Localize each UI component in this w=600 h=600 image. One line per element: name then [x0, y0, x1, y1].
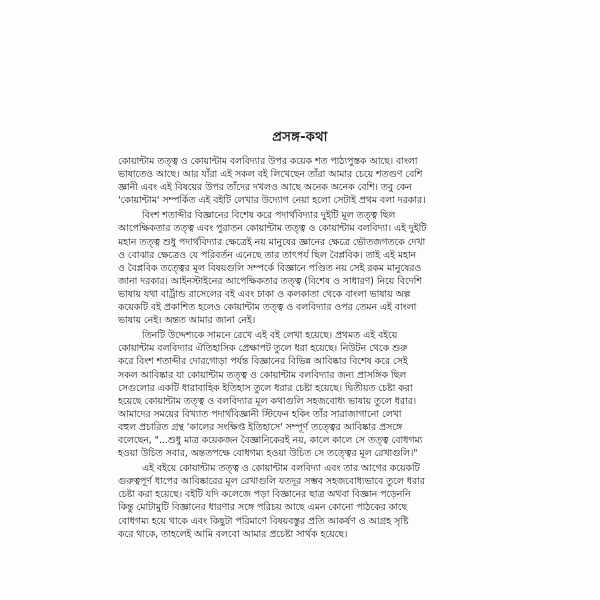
text-line: ও বোঝার ক্ষেত্রেও যে পরিবর্তন এনেছে তার তাৎপর্য ছিল বৈপ্লবিক। তাই এই মহান — [118, 249, 417, 261]
text-line: বলেছেন, "...শুধু মাত্র কয়েকজন বৈজ্ঞানিকেরই নয়, কালে কালে সে তত্ত্ব বোধগম্য — [118, 434, 423, 446]
text-line: গুরুত্বপূর্ণ ধাপের আবিষ্কারের মূল রেখাগুলি যতদূর সম্ভব সহজবোধ্যভাবে তুলে ধরার — [118, 476, 425, 488]
text-line: এই বইয়ে কোয়ান্টাম তত্ত্ব ও কোয়ান্টাম বলবিদ্যা এবং তার আগের কয়েকটি — [142, 463, 420, 475]
page-title: প্রসঙ্গ-কথা — [272, 130, 328, 145]
text-line: করে থাকে, তাহলেই আমি বলবো আমার প্রচেষ্টা সার্থক হয়েছে। — [118, 528, 348, 540]
text-line: হয়েছে কোয়ান্টাম তত্ত্ব ও বলবিদ্যার মূল কথাগুলি সহজবোধ্য ভাষায় তুলে ধরার। — [118, 395, 417, 407]
text-line: 'কোয়ান্টাম' সম্পর্কিত এই বইটি লেখার উদ্যোগ নেয়া হলো সেটাই প্রথম বলা দরকার। — [118, 195, 426, 207]
paragraph-4 — [118, 462, 488, 541]
text-line: জ্ঞানী এবং এই বিষয়ের উপর তাঁদের দখলও আছে অনেক অনেক বেশি। তবু কেন — [118, 182, 412, 194]
paragraph-3 — [118, 329, 488, 460]
text-line: সেগুলোর একটি ধারাবাহিক ইতিহাস তুলে ধরার চেষ্টা হয়েছে। দ্বিতীয়ত চেষ্টা করা — [118, 382, 413, 394]
text-line: সকল আবিষ্কার যা কোয়ান্টাম তত্ত্ব ও কোয়ান্টাম বলবিদ্যার জন্য প্রাসঙ্গিক ছিল — [118, 369, 407, 381]
text-line: কোয়ান্টাম বলবিদ্যার ঐতিহাসিক প্রেক্ষাপট তুলে ধরা হয়েছে। নিউটন থেকে শুরু — [118, 343, 408, 355]
body-text — [118, 155, 488, 543]
text-line: করে বিংশ শতাব্দীর দোরগোড়া পর্যন্ত বিজ্ঞানের বিভিন্ন আবিষ্কার বিশেষ করে সেই — [118, 356, 408, 368]
text-line: আপেক্ষিকতার তত্ত্ব এবং পুরাতন কোয়ান্টাম তত্ত্ব ও কোয়ান্টাম বলবিদ্যা। এই দুইটি — [118, 223, 427, 235]
text-line: চেষ্টা করা হয়েছে। বইটি যদি কলেজে পড়া বিজ্ঞানের ছাত্র অথবা বিজ্ঞান পড়েননি — [118, 489, 411, 501]
text-line: বোধগম্য হয়ে থাকে এবং কিছুটা পরিমাণে বিষয়বস্তুর প্রতি আকর্ষণ ও আগ্রহ সৃষ্টি — [118, 515, 409, 527]
paragraph-2 — [118, 209, 488, 327]
text-line: জানা দরকার। আইনস্টাইনের আপেক্ষিকতার তত্ত্ব (বিশেষ ও সাধারণ) নিয়ে বিদেশি — [118, 275, 422, 287]
text-line: কিন্তু মোটামুটি বিজ্ঞানের ধারণার সঙ্গে পরিচয় আছে এমন কোনো পাঠকের কাছে — [118, 502, 408, 514]
text-line: হওয়া উচিত সবার, অন্ততপক্ষে বোধগম্য হওয়া উচিত সে তত্ত্বের মূল রেখাগুলি।" — [118, 448, 418, 460]
text-line: বহুল প্রচারিত গ্রন্থ 'কালের সংক্ষিপ্ত ইতিহাসে' সম্পূর্ণ তত্ত্বের আবিষ্কার প্রসঙ্গে — [118, 421, 403, 433]
text-line: ভাষায় নেই। অন্তত আমার জানা নেই। — [118, 315, 256, 327]
text-line: বিংশ শতাব্দীর বিজ্ঞানের বিশেষ করে পদার্থবিদ্যার দুইটি মূল তত্ত্ব ছিল — [142, 210, 396, 222]
text-line: কোয়ান্টাম তত্ত্ব ও কোয়ান্টাম বলবিদ্যার উপর কয়েক শত পাঠ্যপুস্তক আছে। বাংলা — [118, 156, 418, 167]
text-line: ভাষায় যথা বার্ট্রান্ড রাসেলের বই এবং ঢাকা ও কলকাতা থেকে বাংলা ভাষায় অল্প — [118, 288, 411, 300]
text-line: ভাষাতেও আছে। আর যাঁরা এই সকল বই লিখেছেন তাঁরা আমার চেয়ে শতগুণ বেশি — [118, 169, 423, 181]
text-line: ও বৈপ্লবিক তত্ত্বের মূল বিষয়গুলি সম্পর্কে বিজ্ঞানে পণ্ডিত নয় সেই রকম মানুষেরও — [118, 262, 422, 274]
text-line: আমাদের সময়ের বিখ্যাত পদার্থবিজ্ঞানী স্টিফেন হকিং তাঁর সারাজাগানো লেখা — [118, 408, 402, 420]
paragraph-1 — [118, 155, 488, 207]
text-line: মহান তত্ত্ব শুধু পদার্থবিদ্যার ক্ষেত্রেই নয় মানুষের জ্ঞানের ক্ষেত্রে ভৌতজগতকে দেখা — [118, 236, 426, 248]
text-line: কয়েকটি বই প্রকাশিত হলেও কোয়ান্টাম তত্ত্ব ও বলবিদ্যার ওপর তেমন এই বাংলা — [118, 302, 417, 314]
text-line: তিনটি উদ্দেশ্যকে সামনে রেখে এই বই লেখা হয়েছে। প্রথমত এই বইয়ে — [142, 330, 398, 342]
